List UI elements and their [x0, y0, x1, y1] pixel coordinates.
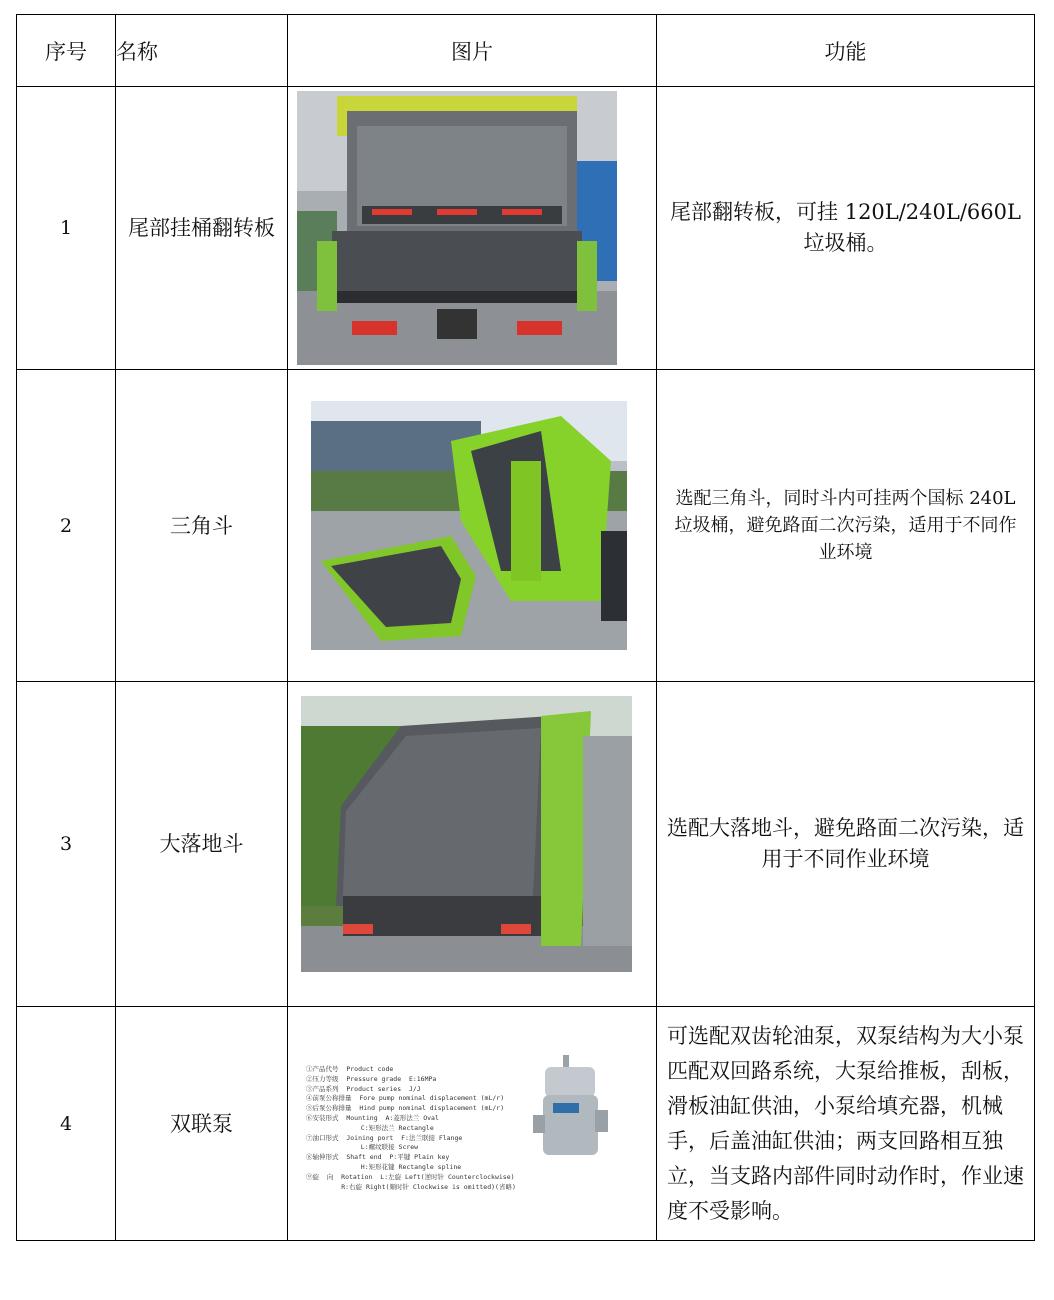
- row-index: 3: [17, 682, 116, 1007]
- row-function: 可选配双齿轮油泵，双泵结构为大小泵匹配双回路系统，大泵给推板，刮板，滑板油缸供油，小泵给填充器，机械手，后盖油缸供油；两支回路相互独立，当支路内部件同时动作时，作业速度不受影响。: [657, 1007, 1035, 1241]
- pump-spec-line: ⑨旋 向 Rotation L:左旋 Left(逆时针 Counterclockwise): [306, 1172, 515, 1181]
- header-function: 功能: [657, 15, 1035, 87]
- pump-spec-line: ⑦油口形式 Joining port F:法兰联接 Flange: [306, 1133, 463, 1142]
- large-floor-hopper-photo: [301, 696, 632, 972]
- row-image-cell: [288, 682, 657, 1007]
- table-row: [17, 1007, 1035, 1241]
- pump-spec-line: ④前泵公称排量 Fore pump nominal displacement (mL/r): [306, 1094, 505, 1103]
- double-pump-photo: [533, 1055, 608, 1165]
- row-image-cell: [288, 1007, 657, 1241]
- pump-spec-line: C:矩形法兰 Rectangle: [306, 1123, 434, 1132]
- table-row: [17, 87, 1035, 370]
- triangle-hopper-photo: [311, 401, 627, 650]
- truck-rear-bin-lifter-photo: [297, 91, 617, 365]
- row-index: 4: [17, 1007, 116, 1241]
- header-index: 序号: [17, 15, 116, 87]
- pump-spec-line: R:右旋 Right(顺时针 Clockwise is omitted)(省略): [306, 1182, 516, 1191]
- row-name: 双联泵: [116, 1007, 288, 1241]
- pump-spec-line: H:矩形花键 Rectangle spline: [306, 1162, 462, 1171]
- header-name: 名称: [116, 15, 288, 87]
- pump-spec-line: ①产品代号 Product code: [306, 1065, 394, 1073]
- row-function: 选配大落地斗，避免路面二次污染，适用于不同作业环境: [657, 682, 1035, 1007]
- row-name: 尾部挂桶翻转板: [116, 87, 288, 370]
- pump-spec-line: L:螺纹联接 Screw: [306, 1143, 419, 1152]
- pump-spec-line: ⑧轴伸形式 Shaft end P:平键 Plain key: [306, 1153, 450, 1162]
- row-image-cell: [288, 87, 657, 370]
- equipment-spec-table: [16, 14, 1035, 1241]
- row-image-cell: [288, 370, 657, 682]
- pump-spec-line: ⑤后泵公称排量 Hind pump nominal displacement (mL/r): [306, 1104, 505, 1113]
- pump-spec-line: ③产品系列 Product series J/J: [306, 1084, 421, 1093]
- header-image: 图片: [288, 15, 657, 87]
- row-index: 1: [17, 87, 116, 370]
- row-function: 选配三角斗，同时斗内可挂两个国标 240L垃圾桶，避免路面二次污染，适用于不同作业环境: [657, 370, 1035, 682]
- row-function: 尾部翻转板，可挂 120L/240L/660L 垃圾桶。: [657, 87, 1035, 370]
- pump-spec-line: ⑥安装形式 Mounting A:菱形法兰 Oval: [306, 1113, 439, 1122]
- pump-spec-line: ②压力等级 Pressure grade E:16MPa: [306, 1074, 437, 1083]
- pump-spec-text: [306, 1065, 526, 1192]
- row-name: 大落地斗: [116, 682, 288, 1007]
- table-row: [17, 370, 1035, 682]
- row-index: 2: [17, 370, 116, 682]
- row-name: 三角斗: [116, 370, 288, 682]
- table-header-row: [17, 15, 1035, 87]
- table-row: [17, 682, 1035, 1007]
